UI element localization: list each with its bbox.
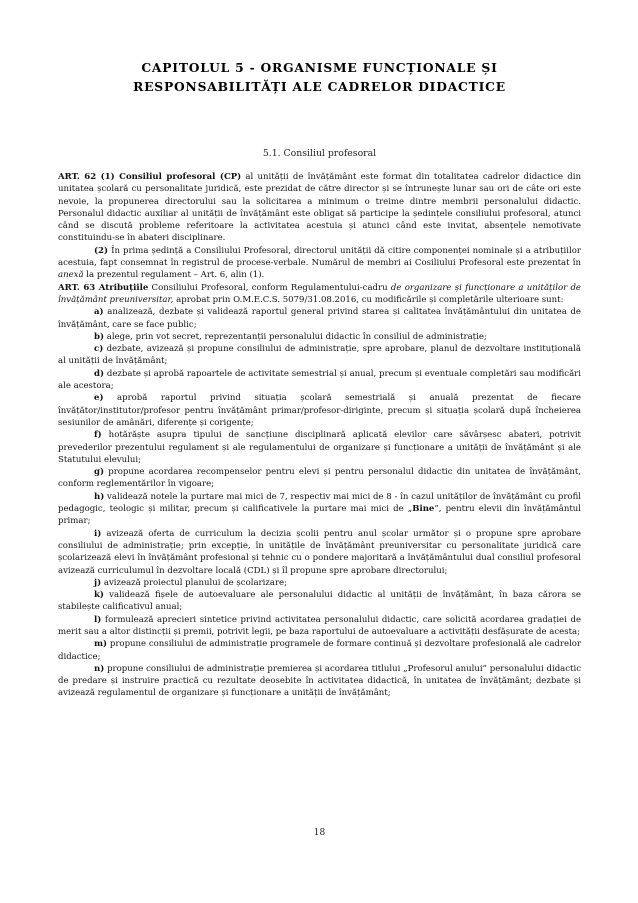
item-letter: c)	[94, 344, 104, 355]
item-text: propune consiliului de administrație programele de formare continuă și dezvoltare profesională ale cadrelor didactice;	[58, 639, 581, 662]
art63-text-italic: de organizare și funcționare a unităților de învățământ preuniversitar,	[58, 282, 581, 305]
chapter-title-line-2: RESPONSABILITĂȚI ALE CADRELOR DIDACTICE	[133, 79, 506, 94]
item-text: avizează proiectul planului de școlarizare;	[101, 577, 287, 588]
item-letter: m)	[94, 639, 108, 650]
art63-text-b: aprobat prin O.M.E.C.S. 5079/31.08.2016, cu modificările și completările ulterioare sunt:	[173, 294, 564, 305]
item-text: hotărăște asupra tipului de sancțiune disciplinară aplicată elevilor care săvârșesc abateri, potrivit prevederilor prezentului regulament și ale regulamentului de organizare și funcționare a unității de învățământ și ale Statutului elevului;	[58, 430, 581, 465]
list-item	[58, 638, 581, 663]
list-item	[58, 368, 581, 393]
item-text: analizează, dezbate și validează raportul general privind starea și calitatea învățământului din unitatea de învățământ, care se face public;	[58, 307, 581, 330]
list-item	[58, 528, 581, 577]
list-item	[58, 614, 581, 639]
item-letter: n)	[94, 663, 105, 674]
art62-paragraph-2	[58, 245, 581, 282]
list-item	[58, 392, 581, 429]
list-item	[58, 491, 581, 528]
document-body	[58, 171, 581, 700]
list-item	[58, 306, 581, 331]
list-item	[58, 663, 581, 700]
art63-paragraph	[58, 282, 581, 307]
item-letter: a)	[94, 307, 104, 318]
item-text: avizează oferta de curriculum la decizia școlii pentru anul școlar următor și o propune spre aprobare consiliului de administrație; prin excepție, în unitățile de învățământ preuniversitar cu personalitate juridică care școlarizează elevi în învățământ profesional și tehnic cu o pondere majoritară a învățământului dual consiliul profesoral avizează curriculumul în dezvoltare locală (CDL) și îl propune spre aprobare directorului;	[58, 528, 581, 576]
art62-paragraph-1	[58, 171, 581, 245]
list-item	[58, 589, 581, 614]
list-item	[58, 466, 581, 491]
art62-p2-label: (2)	[94, 245, 109, 256]
item-letter: i)	[94, 528, 102, 539]
art62-text: al unității de învățământ este format din totalitatea cadrelor didactice din unitatea școlară cu personalitate juridică, este prezidat de către director și se întrunește lunar sau ori de câte ori este nevoie, la propunerea directorului sau la solicitarea a minimum o treime dintre membrii personalului didactic. Personalul didactic auxiliar al unității de învățământ este obligat să participe la ședințele consiliului profesoral, atunci când se discută probleme referitoare la activitatea acestuia și atunci când este invitat, absențele nemotivate constituindu-se în abateri disciplinare.	[58, 172, 581, 244]
list-item	[58, 331, 581, 343]
item-text: propune consiliului de administrație premierea și acordarea titlului „Profesorul anului” personalului didactic de predare și instruire practică cu rezultate deosebite în activitatea didactică, în unitatea de învățământ; dezbate și avizează regulamentul de organizare și funcționare a unității de învățământ;	[58, 663, 581, 699]
item-letter: k)	[94, 590, 104, 601]
document-page	[58, 42, 581, 872]
page-number: 18	[313, 828, 326, 838]
item-text: dezbate, avizează și propune consiliului de administrație, spre aprobare, planul de dezvoltare instituțională al unității de învățământ;	[58, 344, 581, 367]
item-letter: h)	[94, 491, 105, 502]
list-item	[58, 343, 581, 368]
art62-p2-annex: anexă	[58, 270, 84, 281]
item-letter: f)	[94, 430, 102, 441]
art62-p2-text-b: la prezentul regulament – Art. 6, alin (1).	[83, 270, 265, 281]
list-item	[58, 577, 581, 589]
chapter-title	[58, 58, 581, 96]
item-letter: g)	[94, 467, 105, 478]
item-letter: j)	[94, 577, 102, 588]
art62-p2-text-a: În prima ședință a Consiliului Profesoral, directorul unității dă citire componenței nominale și a atribuțiilor acestuia, fapt consemnat în registrul de procese-verbale. Numărul de membri ai Cosiliului Profesoral este prezentat în	[58, 245, 581, 269]
item-letter: d)	[94, 368, 105, 379]
item-text: aprobă raportul privind situația școlară semestrială și anuală prezentat de fiecare învățător/institutor/profesor pentru învățământ primar/profesor-diriginte, precum și situația școlară după încheierea sesiunilor de amânări, diferențe și corigențe;	[58, 393, 581, 428]
item-text-bold: Bine	[412, 504, 435, 515]
chapter-title-line-1: CAPITOLUL 5 - ORGANISME FUNCȚIONALE ȘI	[141, 60, 498, 75]
item-text: dezbate și aprobă rapoartele de activitate semestrial și anual, precum și eventuale completări sau modificări ale acestora;	[58, 368, 581, 392]
item-text: formulează aprecieri sintetice privind activitatea personalului didactic, care solicită acordarea gradației de merit sau a altor distincții și premii, potrivit legii, pe baza raportului de autoevaluare a activității desfășurate de acesta;	[58, 614, 581, 637]
art62-label: ART. 62 (1) Consiliul profesoral (CP)	[58, 172, 242, 182]
item-text: propune acordarea recompenselor pentru elevi și pentru personalul didactic din unitatea de învățământ, conform reglementărilor în vigoare;	[58, 467, 581, 490]
item-text: validează fișele de autoevaluare ale personalului didactic al unității de învățământ, în baza cărora se stabilește calificativul anual;	[58, 590, 581, 613]
item-letter: l)	[94, 614, 102, 625]
item-text: alege, prin vot secret, reprezentanții personalului didactic în consiliul de administrație;	[104, 331, 487, 342]
item-letter: b)	[94, 331, 105, 342]
item-letter: e)	[94, 393, 104, 404]
section-heading: 5.1. Consiliul profesoral	[262, 148, 377, 159]
art63-text-a: Consiliului Profesoral, conform Regulamentului-cadru	[148, 282, 391, 293]
item-text: validează notele la purtare mai mici de 7, respectiv mai mici de 8 - în cazul unităților de învățământ cu profil pedagogic, teologic și militar, precum și calificativele la purtare mai mici de „	[58, 491, 581, 515]
item-text-end: ”, pentru elevii din învățământul primar;	[58, 504, 581, 527]
art63-label: ART. 63 Atribuțiile	[58, 282, 149, 293]
list-item	[58, 429, 581, 466]
